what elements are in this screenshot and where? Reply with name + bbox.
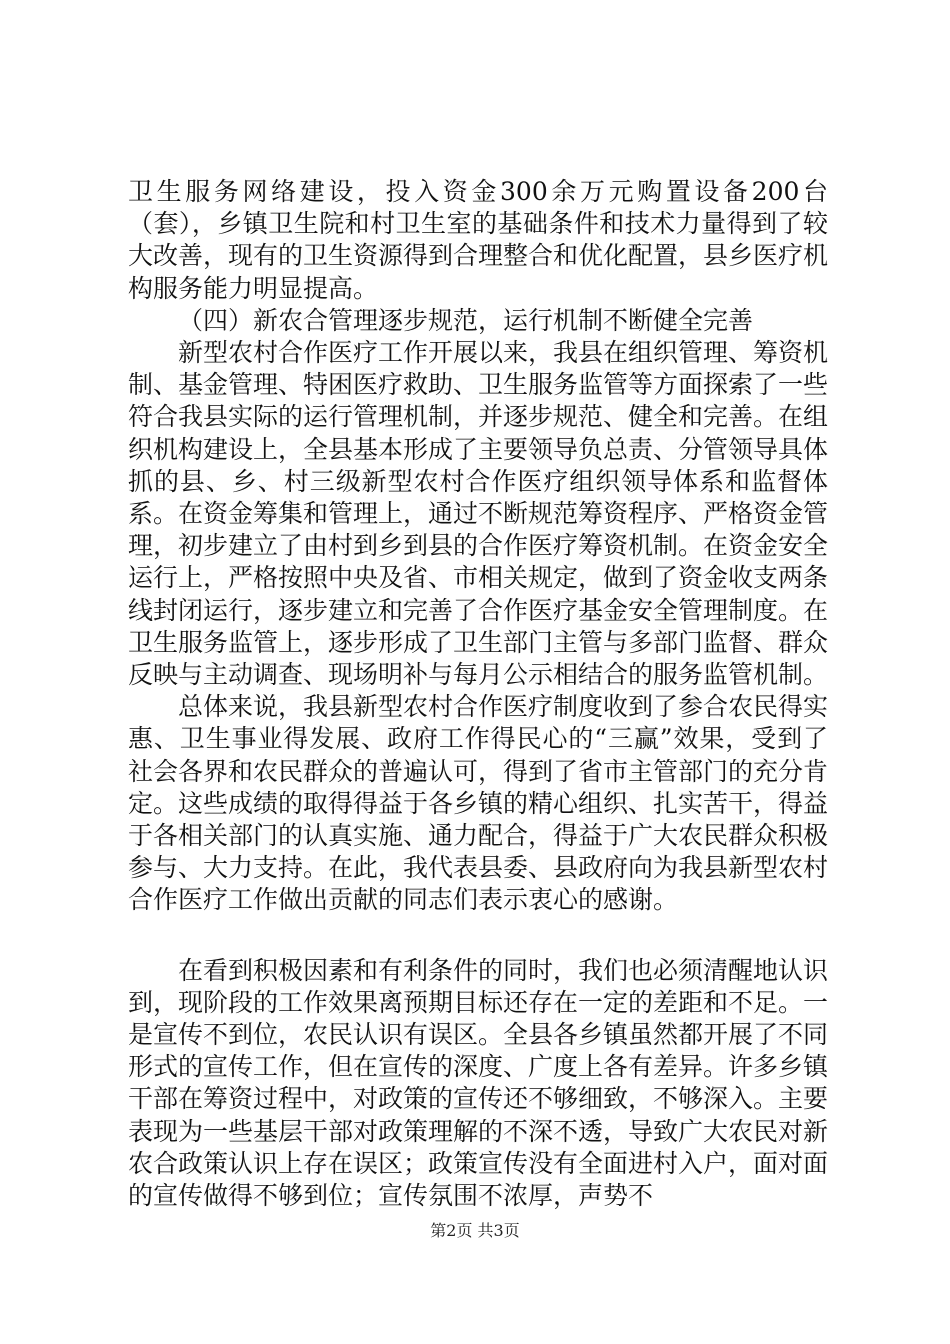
paragraph-summary: 总体来说，我县新型农村合作医疗制度收到了参合农民得实惠、卫生事业得发展、政府工作得民心的“三赢”效果，受到了社会各界和农民群众的普遍认可，得到了省市主管部门的充分肯定。这些成绩的取得得益于各乡镇的精心组织、扎实苦干，得益于各相关部门的认真实施、通力配合，得益于广大农民群众积极参与、大力支持。在此，我代表县委、县政府向为我县新型农村合作医疗工作做出贡献的同志们表示衷心的感谢。	[128, 692, 829, 915]
section-heading: （四）新农合管理逐步规范，运行机制不断健全完善	[178, 305, 754, 335]
document-body	[128, 176, 828, 1212]
paragraph-continuation: 卫生服务网络建设，投入资金300余万元购置设备200台（套），乡镇卫生院和村卫生室的基础条件和技术力量得到了较大改善，现有的卫生资源得到合理整合和优化配置，县乡医疗机构服务能力明显提高。	[128, 177, 829, 303]
page-footer: 第2页 共3页	[430, 1221, 520, 1240]
blank-line	[128, 917, 828, 955]
paragraph-problems: 在看到积极因素和有利条件的同时，我们也必须清醒地认识到，现阶段的工作效果离预期目标还存在一定的差距和不足。一是宣传不到位，农民认识有误区。全县各乡镇虽然都开展了不同形式的宣传工作，但在宣传的深度、广度上各有差异。许多乡镇干部在筹资过程中，对政策的宣传还不够细致，不够深入。主要表现为一些基层干部对政策理解的不深不透，导致广大农民对新农合政策认识上存在误区；政策宣传没有全面进村入户，面对面的宣传做得不够到位；宣传氛围不浓厚，声势不	[128, 955, 829, 1211]
paragraph-management: 新型农村合作医疗工作开展以来，我县在组织管理、筹资机制、基金管理、特困医疗救助、卫生服务监管等方面探索了一些符合我县实际的运行管理机制，并逐步规范、健全和完善。在组织机构建设上，全县基本形成了主要领导负总责、分管领导具体抓的县、乡、村三级新型农村合作医疗组织领导体系和监督体系。在资金筹集和管理上，通过不断规范筹资程序、严格资金管理，初步建立了由村到乡到县的合作医疗筹资机制。在资金安全运行上，严格按照中央及省、市相关规定，做到了资金收支两条线封闭运行，逐步建立和完善了合作医疗基金安全管理制度。在卫生服务监管上，逐步形成了卫生部门主管与多部门监督、群众反映与主动调查、现场明补与每月公示相结合的服务监管机制。	[128, 338, 829, 690]
